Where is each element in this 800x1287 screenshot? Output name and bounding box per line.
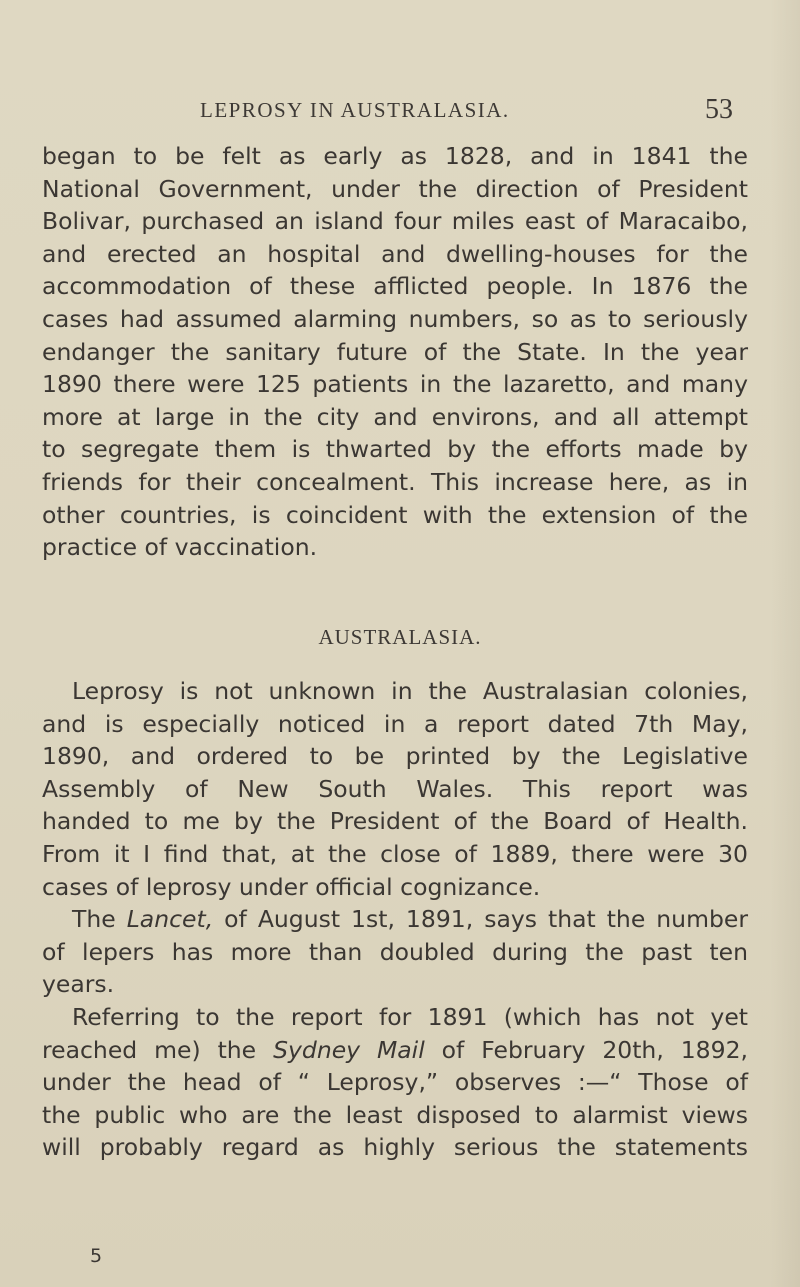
text-fragment: The: [72, 905, 127, 934]
text-line: other countries, is coincident with the extension of the: [42, 500, 748, 529]
text-line: endanger the sanitary future of the State. In the year: [42, 337, 748, 366]
text-line-lancet: [42, 903, 748, 936]
text-line: and erected an hospital and dwelling-houses for the: [42, 239, 748, 268]
text-fragment: of February 20th, 1892,: [424, 1035, 749, 1064]
text-line: began to be felt as early as 1828, and in 1841 the: [42, 142, 748, 170]
text-line: to segregate them is thwarted by the efforts made by: [42, 435, 748, 464]
text-line-sydney-mail: [42, 1034, 748, 1067]
publication-title-lancet: Lancet,: [126, 905, 214, 934]
text-line: 1890, and ordered to be printed by the Legislative: [42, 742, 748, 771]
text-line: Bolivar, purchased an island four miles east of Maracaibo,: [42, 207, 748, 236]
text-line: 1890 there were 125 patients in the lazaretto, and many: [42, 370, 748, 399]
text-line: of lepers has more than doubled during the past ten: [42, 937, 748, 966]
text-line: cases of leprosy under official cognizance.: [42, 872, 541, 901]
text-fragment: reached me) the: [42, 1035, 274, 1064]
text-line: handed to me by the President of the Board of Health.: [42, 807, 748, 836]
text-fragment: of August 1st, 1891, says that the number: [213, 905, 748, 934]
page-edge-shadow: [770, 0, 800, 1287]
text-line: Assembly of New South Wales. This report was: [42, 774, 748, 803]
text-line: National Government, under the direction of President: [42, 174, 748, 203]
text-line: under the head of “ Leprosy,” observes :—“ Those of: [42, 1068, 748, 1097]
text-line: and is especially noticed in a report dated 7th May,: [42, 709, 748, 738]
text-line: Leprosy is not unknown in the Australasian colonies,: [72, 677, 748, 705]
running-head: [0, 94, 800, 138]
page-number: 53: [705, 94, 733, 125]
text-line: accommodation of these afflicted people. In 1876 the: [42, 272, 748, 301]
section-heading: AUSTRALASIA.: [318, 625, 482, 649]
signature-mark: 5: [90, 1245, 103, 1267]
paragraph-venezuela: [42, 140, 748, 564]
text-line: the public who are the least disposed to alarmist views: [42, 1100, 748, 1129]
paragraphs-australasia: [42, 675, 748, 1164]
text-line: years.: [42, 970, 115, 999]
text-line: practice of vaccination.: [42, 533, 318, 562]
text-line: friends for their concealment. This increase here, as in: [42, 467, 748, 496]
text-line: Referring to the report for 1891 (which has not yet: [72, 1002, 748, 1031]
running-title: LEPROSY IN AUSTRALASIA.: [200, 98, 510, 122]
text-line: cases had assumed alarming numbers, so as to seriously: [42, 304, 748, 333]
text-line: more at large in the city and environs, and all attempt: [42, 402, 748, 431]
text-line: will probably regard as highly serious the statements: [42, 1133, 748, 1162]
publication-title-sydney-mail: Sydney Mail: [273, 1035, 425, 1064]
text-line: From it I find that, at the close of 1889, there were 30: [42, 839, 748, 868]
